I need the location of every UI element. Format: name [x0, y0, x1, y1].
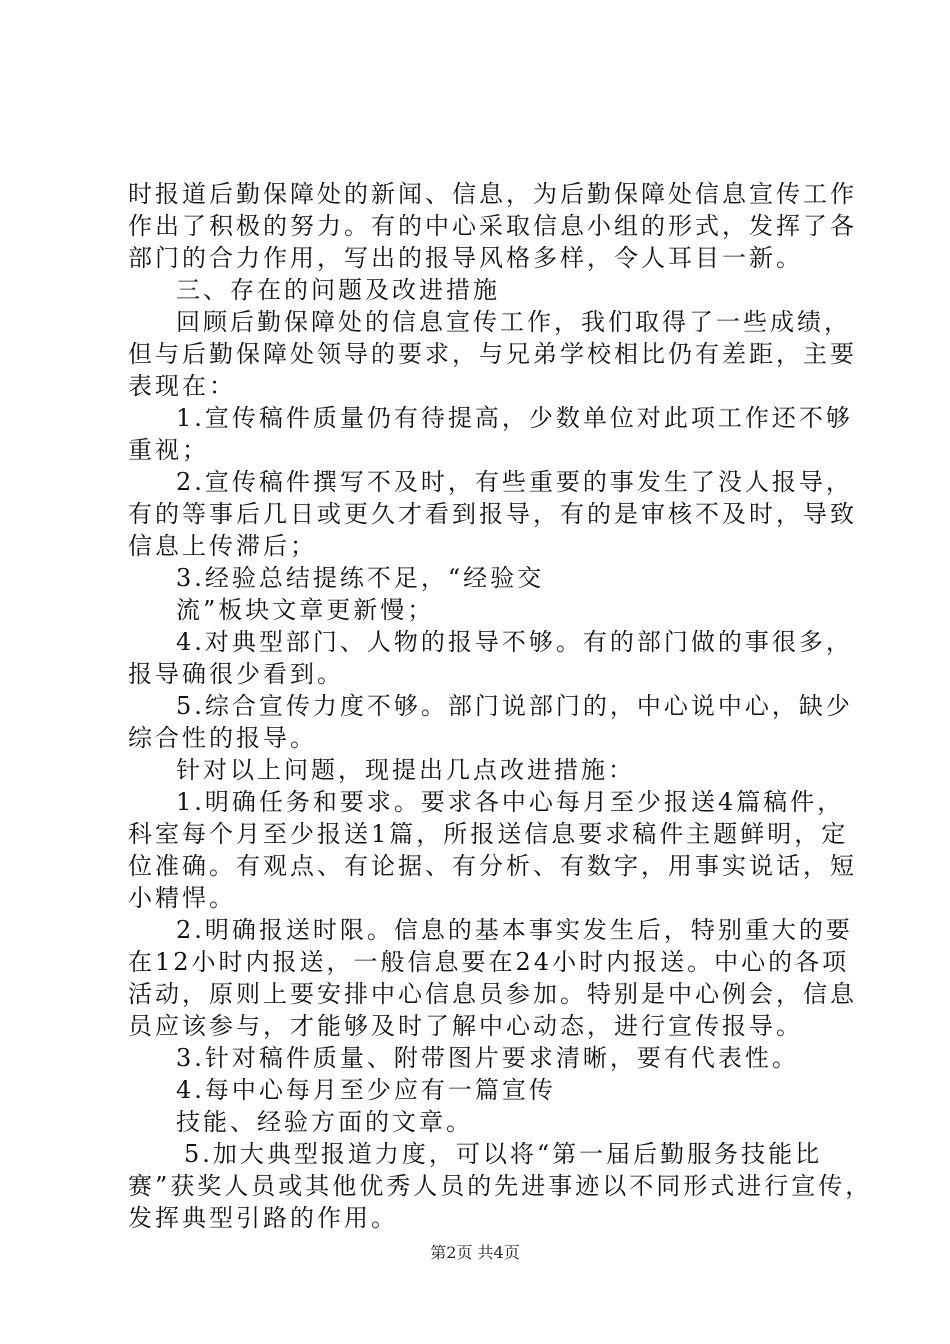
- list-item: 5.综合宣传力度不够。部门说部门的，中心说中心，缺少: [176, 692, 853, 720]
- list-item: 4.每中心每月至少应有一篇宣传: [176, 1076, 556, 1104]
- list-item: 5.加大典型报道力度，可以将“第一届后勤服务技能比: [184, 1140, 823, 1168]
- body-line: 活动，原则上要安排中心信息员参加。特别是中心例会，信息: [128, 980, 857, 1008]
- body-line: 流”板块文章更新慢；: [176, 596, 435, 624]
- body-line: 信息上传滞后；: [128, 532, 317, 560]
- body-line: 部门的合力作用，写出的报导风格多样，令人耳目一新。: [128, 244, 803, 272]
- body-line: 回顾后勤保障处的信息宣传工作，我们取得了一些成绩，: [176, 308, 851, 336]
- page-number: 第2页 共4页: [430, 1243, 520, 1262]
- body-line: 发挥典型引路的作用。: [128, 1204, 398, 1232]
- list-item: 2.宣传稿件撰写不及时，有些重要的事发生了没人报导，: [176, 468, 853, 496]
- body-line: 针对以上问题，现提出几点改进措施：: [176, 756, 635, 784]
- body-line: 小精悍。: [128, 884, 236, 912]
- body-line: 在12小时内报送，一般信息要在24小时内报送。中心的各项: [128, 948, 850, 976]
- body-line: 但与后勤保障处领导的要求，与兄弟学校相比仍有差距，主要: [128, 340, 857, 368]
- body-line: 有的等事后几日或更久才看到报导，有的是审核不及时，导致: [128, 500, 857, 528]
- list-item: 1.明确任务和要求。要求各中心每月至少报送4篇稿件，: [176, 788, 845, 816]
- body-line: 技能、经验方面的文章。: [176, 1108, 473, 1136]
- body-line: 时报道后勤保障处的新闻、信息，为后勤保障处信息宣传工作: [128, 180, 857, 208]
- list-item: 4.对典型部门、人物的报导不够。有的部门做的事很多，: [176, 628, 853, 656]
- body-line: 综合性的报导。: [128, 724, 317, 752]
- body-line: 作出了积极的努力。有的中心采取信息小组的形式，发挥了各: [128, 212, 857, 240]
- body-line: 表现在：: [128, 372, 236, 400]
- body-line: 重视；: [128, 436, 209, 464]
- body-line: 报导确很少看到。: [128, 660, 344, 688]
- body-line: 科室每个月至少报送1篇，所报送信息要求稿件主题鲜明，定: [128, 820, 849, 848]
- list-item: 2.明确报送时限。信息的基本事实发生后，特别重大的要: [176, 916, 853, 944]
- list-item: 3.经验总结提练不足，“经验交: [176, 564, 545, 592]
- list-item: 3.针对稿件质量、附带图片要求清晰，要有代表性。: [176, 1044, 799, 1072]
- body-line: 赛”获奖人员或其他优秀人员的先进事迹以不同形式进行宣传，: [128, 1172, 873, 1200]
- body-line: 员应该参与，才能够及时了解中心动态，进行宣传报导。: [128, 1012, 803, 1040]
- list-item: 1.宣传稿件质量仍有待提高，少数单位对此项工作还不够: [176, 404, 853, 432]
- body-line: 位准确。有观点、有论据、有分析、有数字，用事实说话，短: [128, 852, 857, 880]
- section-heading: 三、存在的问题及改进措施: [176, 276, 500, 304]
